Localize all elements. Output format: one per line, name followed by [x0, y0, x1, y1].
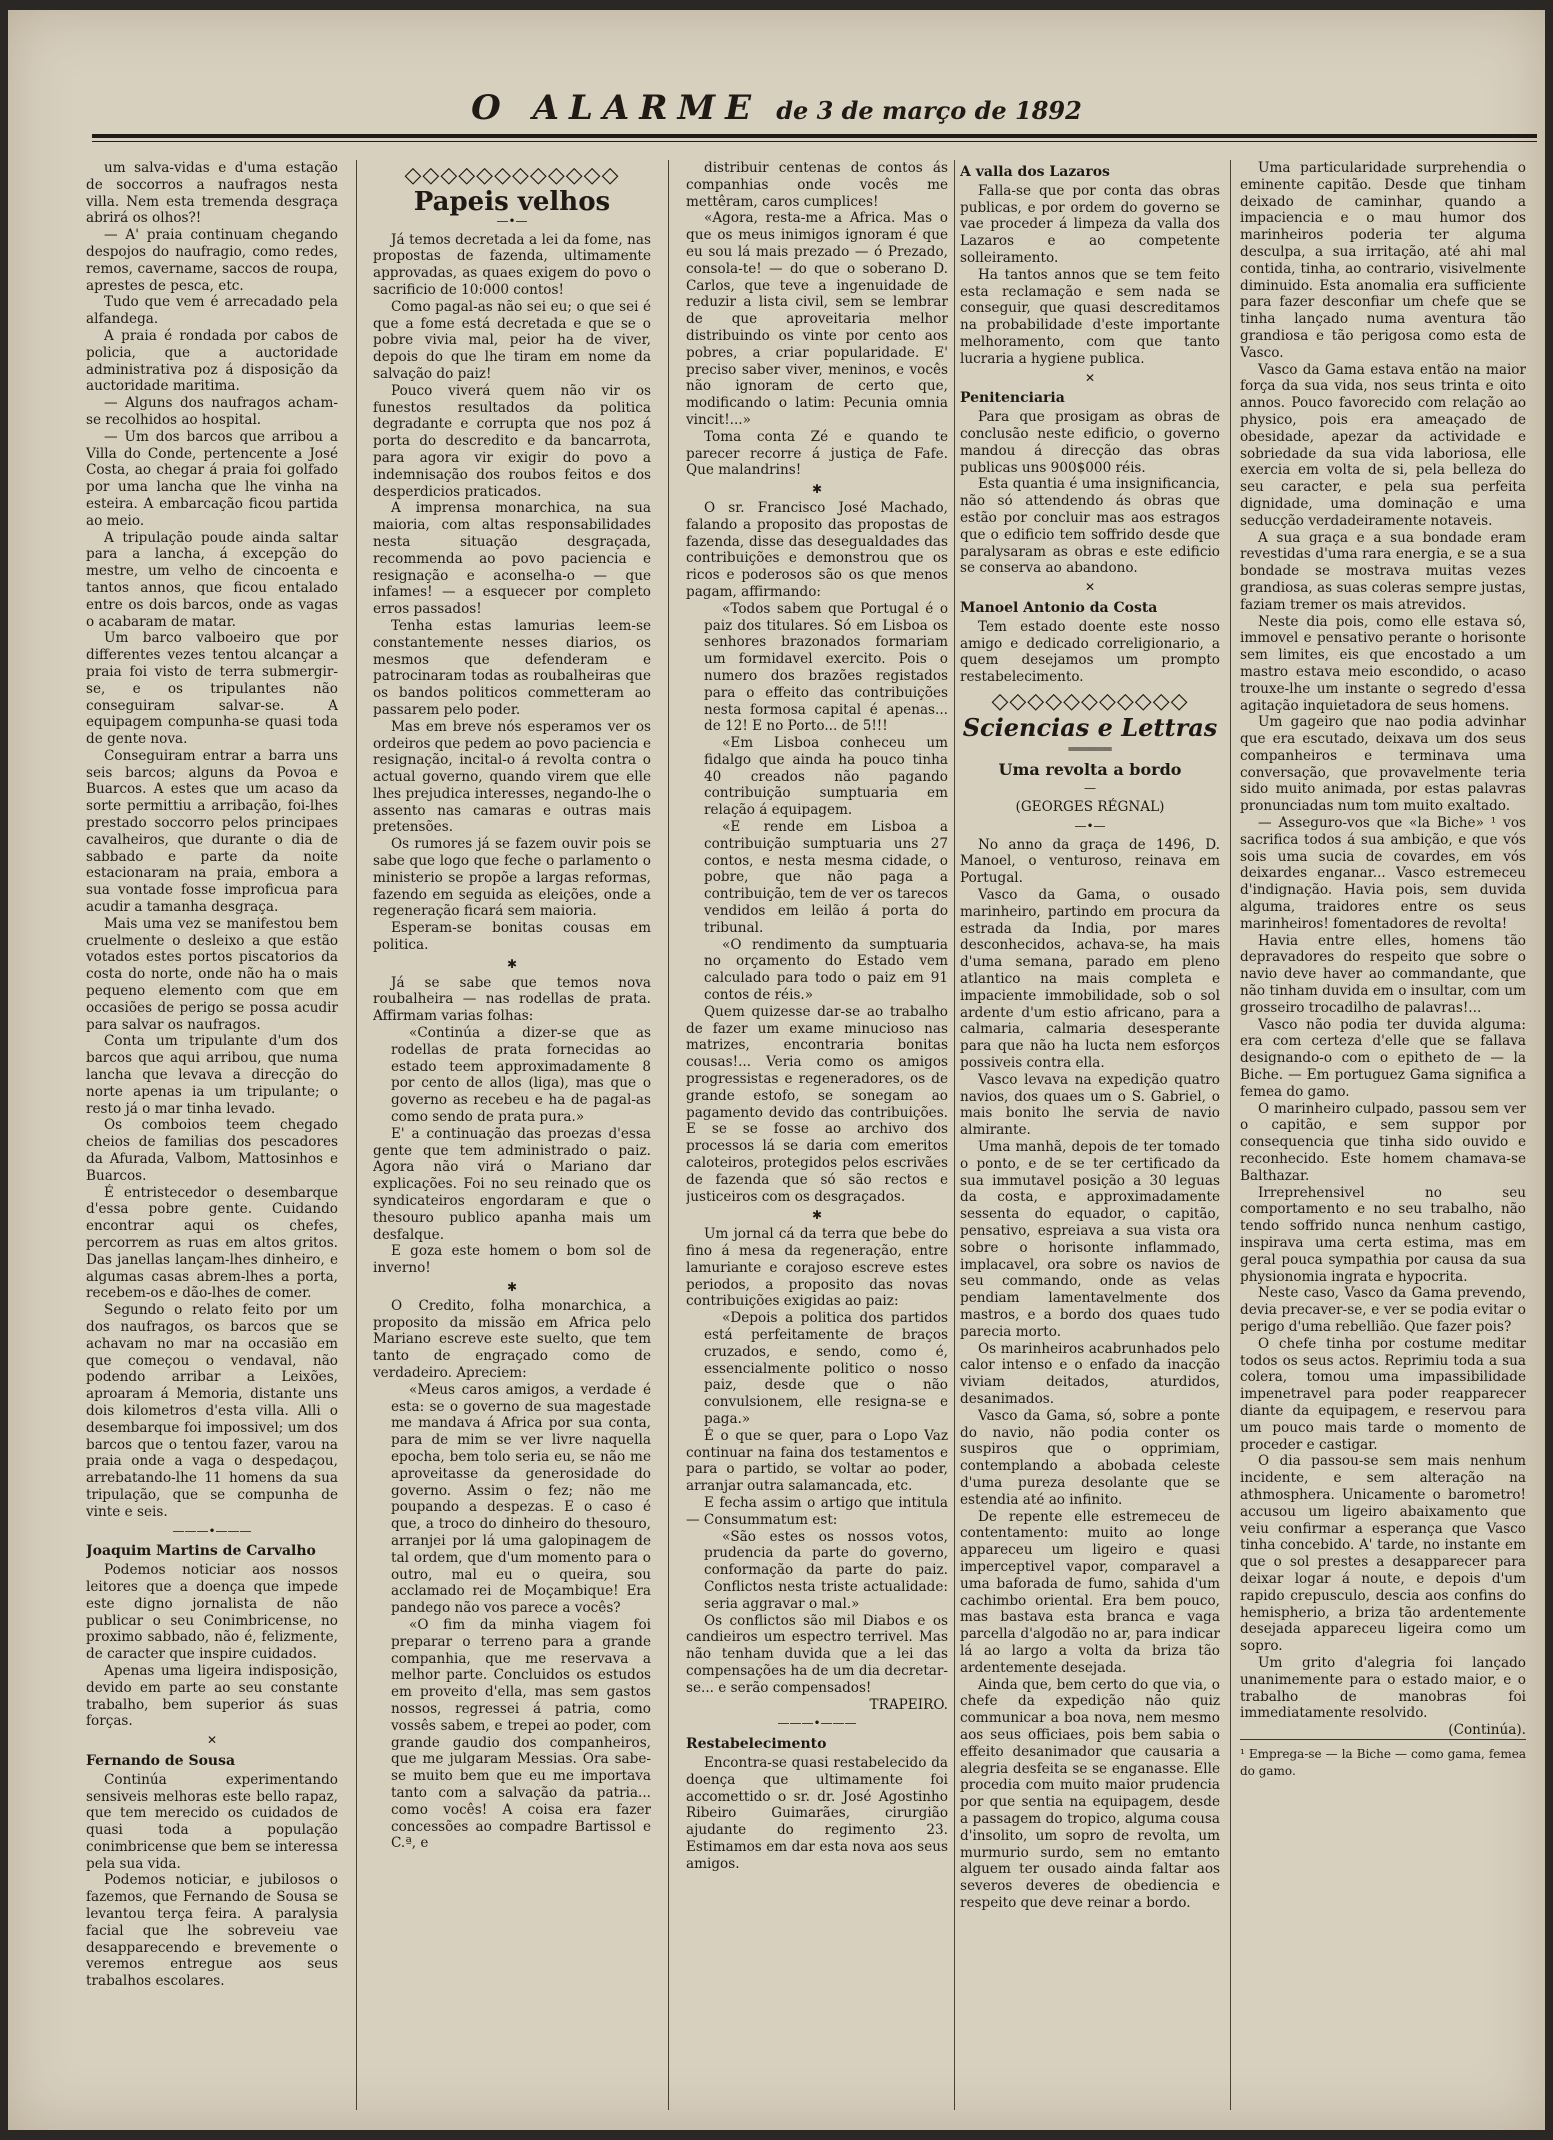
paragraph: — Um dos barcos que arribou a Villa do Conde, pertencente a José Costa, ao chegar á praia foi golfado por uma lancha que lhe vinha na esteira. A embarcação ficou partida ao meio.: [86, 428, 338, 529]
signature: TRAPEIRO.: [869, 1696, 948, 1713]
paragraph: Ha tantos annos que se tem feito esta reclamação e sem nada se conseguir, que quasi descreditamos na probabilidade d'este importante melhoramento, com que tanto lucraria a hygiene publica.: [960, 266, 1220, 367]
paragraph: Uma particularidade surprehendia o eminente capitão. Desde que tinham deixado de caminhar, quando a impaciencia e o mau humor dos marinheiros poderia ter alguma desculpa, a sua irritação, até ahi mal contida, tinha, ao contrario, visivelmente diminuido. Esta anomalia era sufficiente para fazer desconfiar um chefe que se tinha lançado numa aventura tão grandiosa e tão perigosa como esta de Vasco.: [1240, 160, 1526, 361]
newspaper-page: [8, 10, 1545, 2130]
quote: «Em Lisboa conheceu um fidalgo que ainda ha pouco tinha 40 creados não pagando contribuição sumptuaria em relação á equipagem.: [704, 735, 948, 819]
column-2: [373, 160, 651, 2110]
paragraph: um salva-vidas e d'uma estação de soccorros a naufragos nesta villa. Nem esta tremenda desgraça abrirá os olhos?!: [86, 160, 338, 227]
header-rule-thin: [92, 141, 1537, 142]
section-separator: —•—: [496, 213, 528, 228]
paragraph: Os marinheiros acabrunhados pelo calor intenso e o enfado da inacção viviam deitados, aturdidos, desanimados.: [960, 1340, 1220, 1407]
newspaper-name: O ALARME: [471, 88, 762, 128]
section-separator: ══════: [1068, 741, 1112, 756]
paragraph: Um grito d'alegria foi lançado unanimemente para o estado maior, e o trabalho de manobras foi immediatamente resolvido.: [1240, 1654, 1526, 1722]
paragraph: Para que prosigam as obras de conclusão neste edificio, o governo mandou á direcção das obras publicas uns 900$000 réis.: [960, 409, 1220, 476]
column-1: [86, 160, 338, 2110]
paragraph: Continúa experimentando sensiveis melhoras este bello rapaz, que tem merecido os cuidados de quasi toda a população conimbricense que bem se interessa pela sua vida.: [86, 1771, 338, 1872]
paragraph: A imprensa monarchica, na sua maioria, com altas responsabilidades nesta situação desgraçada, recommenda ao povo paciencia e resignação e aconselha-o — que infames! — a esquecer por completo erros passados!: [373, 500, 651, 618]
paragraph: Encontra-se quasi restabelecido da doença que ultimamente foi accomettido o sr. dr. José Agostinho Ribeiro Guimarães, cirurgião ajudante do regimento 23. Estimamos em dar esta nova aos seus amigos.: [686, 1754, 948, 1872]
paragraph: — A' praia continuam chegando despojos do naufragio, como redes, remos, cavername, saccos de roupa, aprestes de pesca, etc.: [86, 227, 338, 294]
paragraph: distribuir centenas de contos ás companhias onde vocês me mettêram, caros cumplices!: [686, 160, 948, 210]
paragraph: O Credito, folha monarchica, a proposito da missão em Africa pelo Mariano escreve este suelto, que tem tanto de engraçado como de verdadeiro. Apreciem:: [373, 1297, 651, 1381]
footnote: ¹ Emprega-se — la Biche — como gama, femea do gamo.: [1240, 1739, 1526, 1780]
asterisk-separator: ✱: [811, 482, 823, 497]
paragraph: Apenas uma ligeira indisposição, devido em parte ao seu constante trabalho, bem superior ás suas forças.: [86, 1662, 338, 1730]
paragraph: E' a continuação das proezas d'essa gente que tem administrado o paiz. Agora não virá o Mariano dar explicações. Foi no seu reinado que os syndicateiros engordaram e que o thesouro publico apanha mais um desfalque.: [373, 1125, 651, 1243]
paragraph: Vasco da Gama, o ousado marinheiro, partindo em procura da estrada da India, por mares desconhecidos, achava-se, ha mais d'uma semana, parado em pleno atlantico na mais completa e impaciente immobilidade, sob o sol ardente d'um estio africano, para a calmaria, calmaria desesperante para que não ha lucta nem esforços possiveis contra ella.: [960, 887, 1220, 1072]
quote: «E rende em Lisboa a contribuição sumptuaria uns 27 contos, e nesta mesma cidade, o pobre, que não paga a contribuição, tem de ver os tarecos vendidos em leilão á porta do tribunal.: [704, 819, 948, 936]
paragraph: Esta quantia é uma insignificancia, não só attendendo ás obras que estão por concluir mas aos estragos que o edificio tem soffrido desde que paralysaram as obras e este edificio se conserva ao abandono.: [960, 476, 1220, 577]
paragraph: Um gageiro que nao podia advinhar que era escutado, deixava um dos seus companheiros e terminava uma conversação, que provavelmente teria sido muito animada, por estas palavras pronunciadas num tom muito exaltado.: [1240, 714, 1526, 815]
paragraph: Irreprehensivel no seu comportamento e no seu trabalho, não tendo soffrido nunca nenhum castigo, inspirava uma certa estima, mas em geral pouca sympathia por causa da sua physionomia ingrata e hypocrita.: [1240, 1184, 1526, 1285]
paragraph: Pouco viverá quem não vir os funestos resultados da politica degradante e corrupta que nos poz á porta do descredito e da bancarrota, para agora vir exigir do povo a indemnisação dos roubos feitos e dos desperdicios praticados.: [373, 382, 651, 500]
paragraph: De repente elle estremeceu de contentamento: muito ao longe appareceu um ligeiro e quasi imperceptivel vapor, comparavel a uma baforada de fumo, sahida d'um cachimbo oriental. Era bem pouco, mas bastava esta branca e vaga parcella d'algodão no ar, para indicar lá ao largo a volta da briza tão ardentemente desejada.: [960, 1508, 1220, 1676]
column-4: [960, 160, 1220, 2110]
cross-separator: ✕: [206, 1733, 218, 1748]
ornament-chain: ◇◇◇◇◇◇◇◇◇◇◇: [991, 688, 1189, 714]
column-divider: [1230, 160, 1231, 2110]
section-title: Restabelecimento: [686, 1736, 827, 1753]
paragraph: Um barco valboeiro que por differentes vezes tentou alcançar a praia foi visto de terra submergir-se, e os tripulantes não conseguiram salvar-se. A equipagem compunha-se quasi toda de gente nova.: [86, 630, 338, 748]
paragraph: Neste dia pois, como elle estava só, immovel e pensativo perante o horisonte sem limites, eis que encostado a um mastro estava meio escondido, o acaso trouxe-lhe um instante o segredo d'essa agitação inquietadora de seus homens.: [1240, 613, 1526, 714]
paragraph: E goza este homem o bom sol de inverno!: [373, 1243, 651, 1277]
paragraph: Os comboios teem chegado cheios de familias dos pescadores da Afurada, Valbom, Mattosinhos e Buarcos.: [86, 1117, 338, 1184]
paragraph: Toma conta Zé e quando te parecer recorre á justiça de Fafe. Que malandrins!: [686, 428, 948, 479]
paragraph: Falla-se que por conta das obras publicas, e por ordem do governo se vae proceder á limpeza da valla dos Lazaros e ao competente solleiramento.: [960, 182, 1220, 266]
paragraph: Tudo que vem é arrecadado pela alfandega.: [86, 294, 338, 328]
column-5: [1240, 160, 1526, 2110]
article-title: Papeis velhos: [413, 187, 611, 217]
paragraph: A tripulação poude ainda saltar para a lancha, á excepção do mestre, um velho de cincoenta e tantos annos, que ficou entalado entre os dois barcos, onde as vagas o acabaram de matar.: [86, 529, 338, 630]
paragraph: Vasco da Gama, só, sobre a ponte do navio, não podia conter os suspiros que o opprimiam, contemplando a abobada celeste d'uma pureza desolante que se estendia até ao infinito.: [960, 1407, 1220, 1508]
paragraph: Vasco não podia ter duvida alguma: era com certeza d'elle que se fallava designando-o com o epitheto de — la Biche. — Em portuguez Gama significa a femea do gamo.: [1240, 1016, 1526, 1100]
ornament-chain: ◇◇◇◇◇◇◇◇◇◇◇◇: [404, 163, 620, 188]
paragraph: Já temos decretada a lei da fome, nas propostas de fazenda, ultimamente approvadas, as quaes exigem do povo o sacrificio de 10:000 contos!: [373, 231, 651, 298]
paragraph: Segundo o relato feito por um dos naufragos, os barcos que se achavam no mar na occasião em que começou o vendaval, não podendo arribar a Leixões, aproaram á Memoria, distante uns dois kilometros d'esta villa. Alli o desembarque foi impossivel; um dos barcos que o tentou fazer, varou na praia onde a vaga o despedaçou, arrebatando-lhe 11 homens da sua tripulação, que se compunha de vinte e seis.: [86, 1302, 338, 1520]
paragraph: Mas em breve nós esperamos ver os ordeiros que pedem ao povo paciencia e resignação, incital-o á revolta contra o actual governo, quando virem que elle lhes prejudica interesses, negando-lhe o assento nas camaras e outras mais pretensões.: [373, 718, 651, 836]
paragraph: Quem quizesse dar-se ao trabalho de fazer um exame minucioso nas matrizes, encontraria bonitas cousas!... Veria como os amigos progressistas e regeneradores, os de grande estofo, se sonegam ao pagamento devido das contribuições. E se se fosse ao archivo dos processos lá se daria com emeritos caloteiros, protegidos pelos escrivães de fazenda que só são rectos e justiceiros com os desgraçados.: [686, 1003, 948, 1205]
section-separator: ———•———: [172, 1523, 252, 1538]
paragraph: Uma manhã, depois de ter tomado o ponto, e de se ter certificado da sua immutavel posição a 30 leguas da costa, e approximadamente sessenta do equador, o capitão, pensativo, espreiava a sua vista ora sobre o horisonte inflammado, implacavel, ora sobre os navios de seu commando, onde as velas pendiam lamentavelmente dos mastros, e a bordo dos quaes tudo parecia morto.: [960, 1139, 1220, 1340]
paragraph: Esperam-se bonitas cousas em politica.: [373, 920, 651, 954]
paragraph: O marinheiro culpado, passou sem ver o capitão, e sem suppor por consequencia que tinha sido ouvido e reconhecido. Este homem chamava-se Balthazar.: [1240, 1100, 1526, 1184]
quote: «O fim da minha viagem foi preparar o terreno para a grande companhia, que me reservava a melhor parte. Concluidos os estudos em proveito d'ella, mas sem gastos nossos, regressei á patria, como vossês sabem, e trepei ao poder, com grande gaudio dos companheiros, que me julgaram Messias. Ora sabe-se muito bem que eu me importava tanto com a salvação da patria... como vocês! A coisa era fazer concessões ao compadre Bartissol e C.ª, e: [391, 1616, 651, 1852]
paragraph: Como pagal-as não sei eu; o que sei é que a fome está decretada e que se o pobre vivia mal, peior ha de viver, depois do que lhe tiram em nome da salvação do paiz!: [373, 298, 651, 382]
paragraph: O chefe tinha por costume meditar todos os seus actos. Reprimiu toda a sua colera, tomou uma impassibilidade impenetravel para poder reapparecer diante da equipagem, e reservou para um pouco mais tarde o momento de proceder e castigar.: [1240, 1335, 1526, 1453]
issue-date: de 3 de março de 1892: [776, 96, 1082, 125]
section-title: Fernando de Sousa: [86, 1752, 236, 1769]
paragraph: Vasco levava na expedição quatro navios, dos quaes um o S. Gabriel, o mais bonito lhe servia de navio almirante.: [960, 1071, 1220, 1139]
section-separator: —•—: [1074, 818, 1106, 833]
asterisk-separator: ✱: [506, 956, 518, 971]
paragraph: — Alguns dos naufragos acham-se recolhidos ao hospital.: [86, 395, 338, 428]
masthead: [8, 88, 1545, 128]
paragraph: «Agora, resta-me a Africa. Mas o que os meus inimigos ignoram é que eu sou lá mais prezado — ó Prezado, consola-te! — do que o soberano D. Carlos, que teve a ingenuidade de reduzir a lista civil, sem se lembrar de que aproveitaria melhor distribuindo os vinte por cento aos pobres, a criar popularidade. E' preciso saber viver, meninos, e vocês não ignoram de certo que, modificando o latim: Pecunia omnia vincit!...»: [686, 210, 948, 428]
paragraph: Tenha estas lamurias leem-se constantemente nesses diarios, os mesmos que defenderam e patrocinaram todas as roubalheiras que os bandos politicos commetteram ao passarem pelo poder.: [373, 617, 651, 718]
quote: «O rendimento da sumptuaria no orçamento do Estado vem calculado para todo o paiz em 91 contos de réis.»: [704, 936, 948, 1004]
paragraph: Podemos noticiar, e jubilosos o fazemos, que Fernando de Sousa se levantou terça feira. A paralysia facial que lhe sobreveiu vae desapparecendo e brevemente o veremos entregue aos seus trabalhos escolares.: [86, 1872, 338, 1990]
paragraph: Havia entre elles, homens tão depravadores do respeito que sobre o navio deve haver ao commandante, que não tinham duvida em o insultar, com um grosseiro trocadilho de palavras!...: [1240, 932, 1526, 1016]
story-title: Uma revolta a bordo: [998, 759, 1182, 779]
section-separator: —: [1084, 781, 1096, 796]
paragraph: É o que se quer, para o Lopo Vaz continuar na faina dos testamentos e para o partido, se voltar ao poder, arranjar outra salamancada, etc.: [686, 1427, 948, 1495]
column-divider: [356, 160, 357, 2110]
section-title: Joaquim Martins de Carvalho: [86, 1543, 316, 1560]
paragraph: O dia passou-se sem mais nenhum incidente, e sem alteração na athmosphera. Unicamente o barometro! accusou um ligeiro abaixamento que veiu confirmar a esperança que Vasco tinha concebido. A' tarde, no instante em que o sol prestes a desapparecer para deixar logar á noute, e depois d'um rapido crepusculo, descia aos confins do hemispherio, a briza tão ardentemente desejada appareceu ligeira como um sopro.: [1240, 1453, 1526, 1655]
continua-label: (Continúa).: [1448, 1722, 1526, 1739]
paragraph: Tem estado doente este nosso amigo e dedicado correligionario, a quem desejamos um prompto restabelecimento.: [960, 618, 1220, 686]
paragraph: Os conflictos são mil Diabos e os candieiros um espectro terrivel. Mas não tenham duvida que a lei das compensações ha de um dia decretar-se... e serão compensados!: [686, 1612, 948, 1696]
paragraph: Já se sabe que temos nova roubalheira — nas rodellas de prata. Affirmam varias folhas:: [373, 974, 651, 1025]
quote: «Depois a politica dos partidos está perfeitamente de braços cruzados, e sendo, como é, essencialmente politico o nosso paiz, desde que o não convulsionem, elle resigna-se e paga.»: [704, 1310, 948, 1427]
cross-separator: ✕: [1084, 580, 1096, 595]
cross-separator: ✕: [1084, 370, 1096, 385]
section-title: Manoel Antonio da Costa: [960, 599, 1158, 616]
paragraph: Conta um tripulante d'um dos barcos que aqui arribou, que numa lancha que levava a direcção do norte apenas ia um tripulante; o resto já o mar tinha levado.: [86, 1033, 338, 1117]
paragraph: A sua graça e a sua bondade eram revestidas d'uma rara energia, e se a sua bondade se mostrava muitas vezes grandiosa, as suas coleras sempre justas, faziam tremer os mais atrevidos.: [1240, 529, 1526, 613]
section-title: Penitenciaria: [960, 390, 1065, 407]
paragraph: Podemos noticiar aos nossos leitores que a doença que impede este digno jornalista de não publicar o seu Conimbricense, no proximo sabbado, não é, felizmente, de caracter que inspire cuidados.: [86, 1562, 338, 1663]
section-title: A valla dos Lazaros: [960, 164, 1110, 180]
quote: «Todos sabem que Portugal é o paiz dos titulares. Só em Lisboa os senhores brazonados formariam um formidavel exercito. Pois o numero dos brazões registados para o effeito das contribuições nesta formosa capital é apenas... de 12! E no Porto... de 5!!!: [704, 600, 948, 735]
quote: «Meus caros amigos, a verdade é esta: se o governo de sua magestade me mandava á Africa por sua conta, para de mim se ver livre naquella epocha, bem tolo seria eu, se não me aproveitasse da generosidade do governo. Assim o fez; não me poupando a despezas. E o caso é que, a troco do dinheiro do thesouro, arranjei por lá uma galopinagem de tal ordem, que d'um momento para o outro, mal eu o queira, sou acclamado rei de Moçambique! Era pandego não vos parece a vocês?: [391, 1381, 651, 1617]
asterisk-separator: ✱: [506, 1280, 518, 1294]
asterisk-separator: ✱: [811, 1208, 823, 1223]
column-divider: [954, 160, 955, 2110]
column-3: [686, 160, 948, 2110]
paragraph: E fecha assim o artigo que intitula — Consummatum est:: [686, 1494, 948, 1528]
section-separator: ———•———: [777, 1716, 857, 1731]
paragraph: A praia é rondada por cabos de policia, que a auctoridade administrativa poz á disposição da auctoridade maritima.: [86, 327, 338, 395]
paragraph: Mais uma vez se manifestou bem cruelmente o desleixo a que estão votados estes portos piscatorios da costa do norte, onde não ha o mais pequeno elemento com que em occasiões de perigo se possa acudir para salvar os naufragos.: [86, 915, 338, 1033]
paragraph: Vasco da Gama estava então na maior força da sua vida, nos seus trinta e oito annos. Pouco favorecido com relação ao physico, pois era ameaçado de obesidade, apezar da actividade e sobriedade da sua vida laboriosa, elle exercia em volta de si, pela belleza do seu caracter, e pela sua perfeita dignidade, uma dominação e uma seducção verdadeiramente notaveis.: [1240, 361, 1526, 529]
paragraph: É entristecedor o desembarque d'essa pobre gente. Cuidando encontrar aqui os chefes, percorrem as ruas em altos gritos. Das janellas lançam-lhes dinheiro, e algumas casas abrem-lhes a porta, recebem-os e dão-lhes de comer.: [86, 1184, 338, 1302]
paragraph: Os rumores já se fazem ouvir pois se sabe que logo que feche o parlamento o ministerio se propõe a largas reformas, fazendo em seguida as eleições, onde a regeneração ficará sem maioria.: [373, 836, 651, 920]
paragraph: Um jornal cá da terra que bebe do fino á mesa da regeneração, entre lamuriante e corajoso escreve estes periodos, a proposito das novas contribuições exigidas ao paiz:: [686, 1226, 948, 1310]
header-rule: [92, 134, 1537, 138]
paragraph: Neste caso, Vasco da Gama prevendo, devia precaver-se, e ver se podia evitar o perigo d'uma rebellião. Que fazer pois?: [1240, 1285, 1526, 1335]
column-divider: [668, 160, 669, 2110]
story-author: (GEORGES RÉGNAL): [1015, 799, 1165, 816]
quote: «Continúa a dizer-se que as rodellas de prata fornecidas ao estado teem approximadamente 8 por cento de allos (liga), mas que o governo as recebeu e ha de pagal-as como sendo de prata pura.»: [391, 1025, 651, 1126]
paragraph: No anno da graça de 1496, D. Manoel, o venturoso, reinava em Portugal.: [960, 836, 1220, 887]
section-heading: Sciencias e Lettras: [962, 712, 1218, 742]
paragraph: Conseguiram entrar a barra uns seis barcos; alguns da Povoa e Buarcos. A estes que um acaso da sorte permittiu a arribação, foi-lhes prestado soccorro pelos principaes cavalheiros, que durante o dia de sabbado e parte da noite estacionaram na praia, embora a sua vontade fosse improficua para acudir a tamanha desgraça.: [86, 747, 338, 916]
paragraph: Ainda que, bem certo do que via, o chefe da expedição não quiz communicar a boa nova, nem mesmo aos seus officiaes, pois bem sabia o effeito desanimador que causaria a alegria desfeita se se enganasse. Elle procedia com muito maior prudencia por que sentia na equipagem, desde a passagem do tropico, alguma cousa d'insolito, um sopro de revolta, um murmurio surdo, sem no emtanto alguem ter ousado ainda faltar aos severos deveres de obediencia e respeito que deve reinar a bordo.: [960, 1676, 1220, 1911]
quote: «São estes os nossos votos, prudencia da parte do governo, conformação da parte do paiz. Conflictos nesta triste actualidade: seria aggravar o mal.»: [704, 1528, 948, 1612]
paragraph: O sr. Francisco José Machado, falando a proposito das propostas de fazenda, disse das desegualdades das contribuições e demonstrou que os ricos e poderosos são os que menos pagam, affirmando:: [686, 499, 948, 600]
paragraph: — Asseguro-vos que «la Biche» ¹ vos sacrifica todos á sua ambição, e que vós sois uma sucia de covardes, em vós deixardes enganar... Vasco estremeceu d'indignação. Havia pois, sem duvida alguma, traidores entre os seus marinheiros! fomentadores de revolta!: [1240, 815, 1526, 932]
